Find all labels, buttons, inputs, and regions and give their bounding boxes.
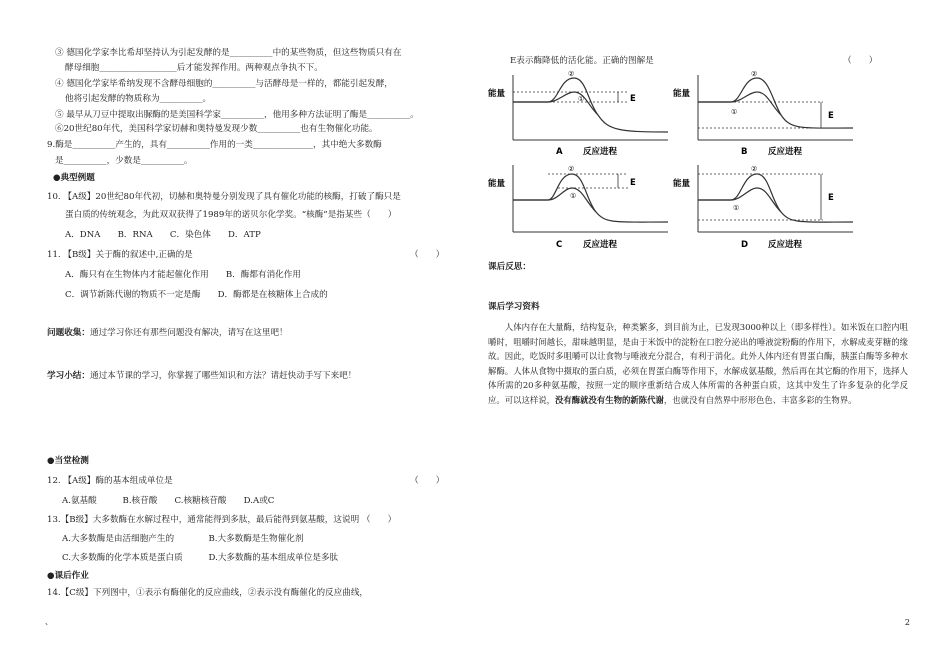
text-line: 是__________，少数是__________。 (55, 156, 193, 166)
curve-2-label: ② (751, 70, 758, 78)
graph-ylabel: 能量 (673, 179, 691, 189)
question-11-line: 11. 【B级】关于酶的叙述中,正确的是 (47, 250, 193, 260)
curve-2-label: ② (568, 165, 575, 173)
curve-1-label: ① (731, 108, 738, 116)
graph-xlabel: 反应进程 (583, 240, 618, 250)
graph-xlabel: 反应进程 (583, 147, 618, 157)
graph-xlabel: 反应进程 (768, 147, 803, 157)
material-title: 课后学习资料 (488, 302, 540, 312)
study-summary-label: 学习小结： (47, 371, 90, 381)
material-text: 人体内存在大量酶，结构复杂，种类繁多，到目前为止，已发现3000种以上（即多样性）。如米饭在口腔内咀嚼时，咀嚼时间越长，甜味越明显，是由于米饭中的淀粉在口腔分泌出的唾液淀粉酶的作用下，水解成麦芽糖的缘故。因此，吃饭时多咀嚼可以让食物与唾液充分混合，有利于消化。此外人体内还有胃蛋白酶，胰蛋白酶等多种水解酶。人体从食物中摄取的蛋白质，必须在胃蛋白酶等作用下，水解成氨基酸，然后再在其它酶的作用下，选择人体所需的20多种氨基酸，按照一定的顺序重新结合成人体所需的各种蛋白质，这其中发生了许多复杂的化学反应。可以这样说， (488, 322, 908, 405)
material-text-end: ，也就没有自然界中形形色色、丰富多彩的生物界。 (663, 394, 857, 405)
graph-a (488, 70, 678, 160)
text-line: 酵母细胞__________________后才能发挥作用。两种观点争执不下。 (65, 63, 323, 73)
answer-paren: （ ） (410, 250, 445, 260)
answer-paren: （ ） (843, 56, 878, 66)
question-11-options: A．酶只有在生物体内才能起催化作用 B．酶都有消化作用 (65, 270, 301, 280)
section-heading-check: ●当堂检测 (47, 456, 89, 466)
material-paragraph (488, 320, 908, 407)
e-label: E (828, 193, 834, 203)
e-label: E (630, 178, 636, 188)
study-summary (47, 371, 356, 382)
graph-xlabel: 反应进程 (768, 240, 803, 250)
material-emphasis: 没有酶就没有生物的新陈代谢 (555, 394, 664, 405)
text-line: 他将引起发酵的物质称为__________。 (65, 94, 212, 104)
graph-d (673, 160, 863, 252)
question-12-line: 12. 【A级】酶的基本组成单位是 (47, 476, 173, 486)
question-10-line: 蛋白质的传统观念，为此双双获得了1989年的诺贝尔化学奖。“核酶”是指某些（ ） (65, 210, 397, 220)
graph-ylabel: 能量 (673, 89, 691, 99)
graph-letter: A (556, 147, 563, 157)
question-12-options: A.氨基酸 B.核苷酸 C.核糖核苷酸 D.A或C (62, 496, 275, 506)
graph-ylabel: 能量 (488, 179, 506, 189)
graph-letter: C (556, 240, 563, 250)
text-line: ④ 德国化学家毕希纳发现不含酵母细胞的__________与活酵母是一样的，都能引起发酵， (55, 79, 393, 89)
section-heading-homework: ●课后作业 (47, 571, 89, 581)
curve-1-label: ① (570, 192, 577, 200)
question-collection-label: 问题收集： (47, 328, 90, 338)
page-number: 2 (904, 618, 910, 627)
curve-1-label: ① (578, 95, 585, 103)
after-class-reflection: 课后反思： (488, 262, 531, 272)
question-10-line: 10. 【A级】20世纪80年代初，切赫和奥特曼分别发现了具有催化功能的核酶，打破了酶只是 (47, 192, 401, 202)
question-10-options: A．DNA B．RNA C．染色体 D．ATP (65, 230, 261, 240)
question-13-line: 13.【B级】大多数酶在水解过程中，通常能得到多肽，最后能得到氨基酸，这说明 （ ） (47, 515, 397, 525)
graph-letter: D (741, 240, 749, 250)
question-collection (47, 328, 288, 339)
question-14-continued: E表示酶降低的活化能。正确的图解是 (510, 56, 654, 66)
answer-paren: （ ） (410, 476, 445, 486)
graph-letter: B (741, 147, 748, 157)
question-14-line: 14.【C级】下列图中，①表示有酶催化的反应曲线，②表示没有酶催化的反应曲线， (47, 588, 369, 598)
question-13-options: C.大多数酶的化学本质是蛋白质 D.大多数酶的基本组成单位是多肽 (62, 553, 339, 563)
section-heading-typical: ●典型例题 (53, 173, 95, 183)
text-line: ⑥20世纪80年代，美国科学家切赫和奥特曼发现少数__________也有生物催化功能。 (55, 124, 378, 134)
graph-ylabel: 能量 (488, 89, 506, 99)
e-label: E (828, 111, 834, 121)
graph-c (488, 160, 678, 252)
e-label: E (630, 94, 636, 104)
question-13-options: A.大多数酶是由活细胞产生的 B.大多数酶是生物催化剂 (62, 534, 304, 544)
text-line: ⑤ 最早从刀豆中提取出脲酶的是美国科学家__________，他用多种方法证明了酶是__________。 (55, 110, 419, 120)
question-11-options: C．调节新陈代谢的物质不一定是酶 D．酶都是在核糖体上合成的 (65, 290, 328, 300)
graph-b (673, 70, 863, 160)
question-collection-text: 通过学习你还有那些问题没有解决，请写在这里吧！ (89, 328, 288, 338)
text-line: 9.酶是__________产生的，具有__________作用的一类______________，其中绝大多数酶 (47, 140, 382, 150)
footer-mark: 、 (45, 617, 53, 626)
curve-2-label: ② (568, 70, 575, 78)
curve-2-label: ② (751, 165, 758, 173)
curve-1-label: ① (733, 204, 740, 212)
study-summary-text: 通过本节课的学习，你掌握了哪些知识和方法？请赶快动手写下来吧！ (89, 371, 357, 381)
text-line: ③ 德国化学家李比希却坚持认为引起发酵的是__________中的某些物质，但这些物质只有在 (55, 48, 402, 58)
